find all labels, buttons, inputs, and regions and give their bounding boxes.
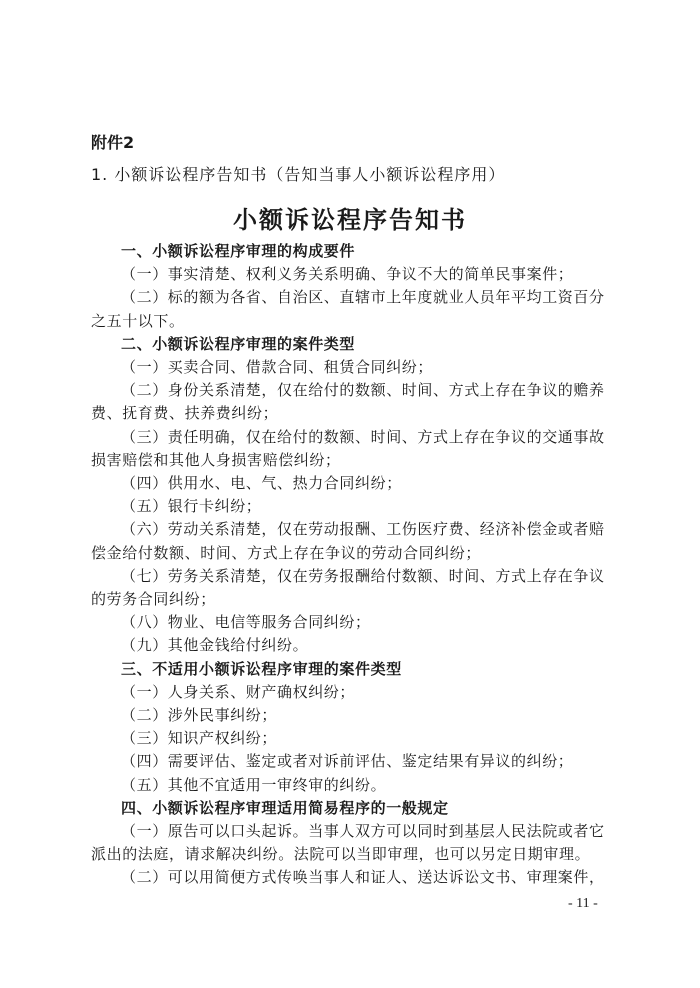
- list-item: （二）标的额为各省、自治区、直辖市上年度就业人员年平均工资百分之五十以下。: [91, 288, 605, 330]
- section-heading: 一、小额诉讼程序审理的构成要件: [121, 242, 356, 260]
- list-item: （六）劳动关系清楚，仅在劳动报酬、工伤医疗费、经济补偿金或者赔偿金给付数额、时间、方式上存在争议的劳动合同纠纷；: [91, 520, 605, 562]
- list-item: （一）买卖合同、借款合同、租赁合同纠纷；: [121, 358, 434, 377]
- attachment-label: 附件2: [91, 133, 135, 152]
- list-item: （一）事实清楚、权利义务关系明确、争议不大的简单民事案件；: [121, 265, 574, 284]
- list-item: （五）银行卡纠纷；: [121, 497, 262, 516]
- list-item: （九）其他金钱给付纠纷。: [121, 636, 309, 655]
- list-item: （五）其他不宜适用一审终审的纠纷。: [121, 775, 387, 794]
- section-heading: 二、小额诉讼程序审理的案件类型: [121, 334, 356, 353]
- list-item: （二）可以用简便方式传唤当事人和证人、送达诉讼文书、审理案件，: [121, 868, 605, 887]
- list-item: （一）原告可以口头起诉。当事人双方可以同时到基层人民法院或者它派出的法庭，请求解决纠纷。法院可以当即审理，也可以另定日期审理。: [91, 822, 605, 864]
- list-item: （四）供用水、电、气、热力合同纠纷；: [121, 474, 402, 493]
- list-item: （三）知识产权纠纷；: [121, 729, 278, 748]
- list-item: （八）物业、电信等服务合同纠纷；: [121, 613, 371, 632]
- list-item: （三）责任明确，仅在给付的数额、时间、方式上存在争议的交通事故损害赔偿和其他人身损害赔偿纠纷；: [91, 427, 605, 469]
- section-heading: 四、小额诉讼程序审理适用简易程序的一般规定: [121, 798, 449, 817]
- list-item: （二）涉外民事纠纷；: [121, 706, 278, 725]
- section-heading: 三、不适用小额诉讼程序审理的案件类型: [121, 659, 402, 678]
- page-number: - 11 -: [568, 896, 598, 911]
- list-item: （二）身份关系清楚，仅在给付的数额、时间、方式上存在争议的赡养费、抚育费、扶养费纠纷；: [91, 381, 605, 423]
- list-item: （四）需要评估、鉴定或者对诉前评估、鉴定结果有异议的纠纷；: [121, 752, 574, 771]
- list-item: （一）人身关系、财产确权纠纷；: [121, 682, 356, 701]
- document-subtitle: 1. 小额诉讼程序告知书（告知当事人小额诉讼程序用）: [91, 165, 506, 184]
- document-body: [91, 240, 611, 890]
- list-item: （七）劳务关系清楚，仅在劳务报酬给付数额、时间、方式上存在争议的劳务合同纠纷；: [91, 566, 605, 609]
- document-title: 小额诉讼程序告知书: [233, 206, 467, 234]
